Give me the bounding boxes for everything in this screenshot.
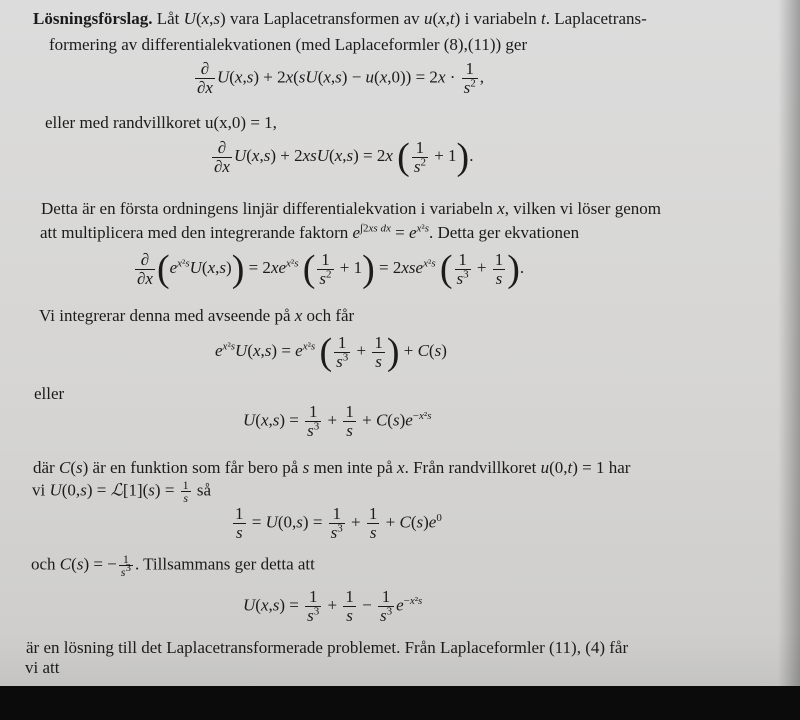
equation-1: $\frac{\partial}{\partial x}$ U(x,s) + 2x(sU(x,s) − u(x,0)) = 2x · $\frac{1}{s^2}$ , — [197, 59, 485, 97]
text-line-3: eller med randvillkoret u(x,0) = 1, — [45, 113, 277, 132]
text-line-10: och C(s) = − $\frac{1}{s^3}$ . Tillsammans ger detta att — [31, 552, 315, 579]
heading: Lösningsförslag. — [33, 9, 153, 28]
monitor-bezel — [0, 686, 800, 720]
intro-line-2: formering av differentialekvationen (med Laplaceformler (8),(11)) ger — [49, 35, 528, 54]
equation-4: $e^{x^2s}U(x,s) = e^{x^2s}$ ( $\frac{1}{s^3}$ + $\frac{1}{s}$ ) + C(s) — [215, 331, 447, 373]
screen-edge-shadow — [778, 0, 800, 686]
text-line-6: Vi integrerar denna med avseende på x och får — [39, 306, 355, 325]
text-line-5: att multiplicera med den integrerande faktorn $e^{\int 2xs dx} = e^{x^2s}$. Detta ger ekvationen — [40, 222, 580, 242]
intro-line-1: Lösningsförslag. Låt U(x,s) vara Laplacetransformen av u(x,t) i variabeln t. Laplacetrans- — [33, 9, 647, 28]
text-line-4: Detta är en första ordningens linjär differentialekvation i variabeln x, vilken vi löser genom — [41, 199, 661, 218]
text-line-9: vi U(0,s) = ℒ[1](s) = $\frac{1}{s}$ så — [32, 478, 212, 505]
text-line-7: eller — [34, 384, 65, 403]
text-line-12: vi att — [25, 658, 60, 677]
equation-6: $\frac{1}{s}$ = U(0,s) = $\frac{1}{s^3}$ + $\frac{1}{s}$ + $C(s)e^0$ — [235, 504, 442, 542]
text-line-8: där C(s) är en funktion som får bero på s men inte på x. Från randvillkoret u(0,t) = 1 har — [33, 458, 631, 477]
equation-7: U(x,s) = $\frac{1}{s^3}$ + $\frac{1}{s}$ − $\frac{1}{s^3}$ $e^{-x^2s}$ — [243, 587, 423, 625]
equation-3: $\frac{\partial}{\partial x}$ $(e^{x^2s}U(x,s)) = 2xe^{x^2s}$ ( $\frac{1}{s^2}$ + 1) = 2xse$^{x^2s}$ ( $\frac{1}{s^3}$ + $\frac{1}{s}$ ). — [137, 248, 525, 290]
equation-5: U(x,s) = $\frac{1}{s^3}$ + $\frac{1}{s}$ + $C(s)e^{-x^2s}$ — [243, 402, 432, 440]
text-line-11: är en lösning till det Laplacetransformerade problemet. Från Laplaceformler (11), (4) får — [26, 638, 629, 657]
equation-2: $\frac{\partial}{\partial x}$ U(x,s) + 2xsU(x,s) = 2x ( $\frac{1}{s^2}$ + 1). — [214, 136, 474, 178]
